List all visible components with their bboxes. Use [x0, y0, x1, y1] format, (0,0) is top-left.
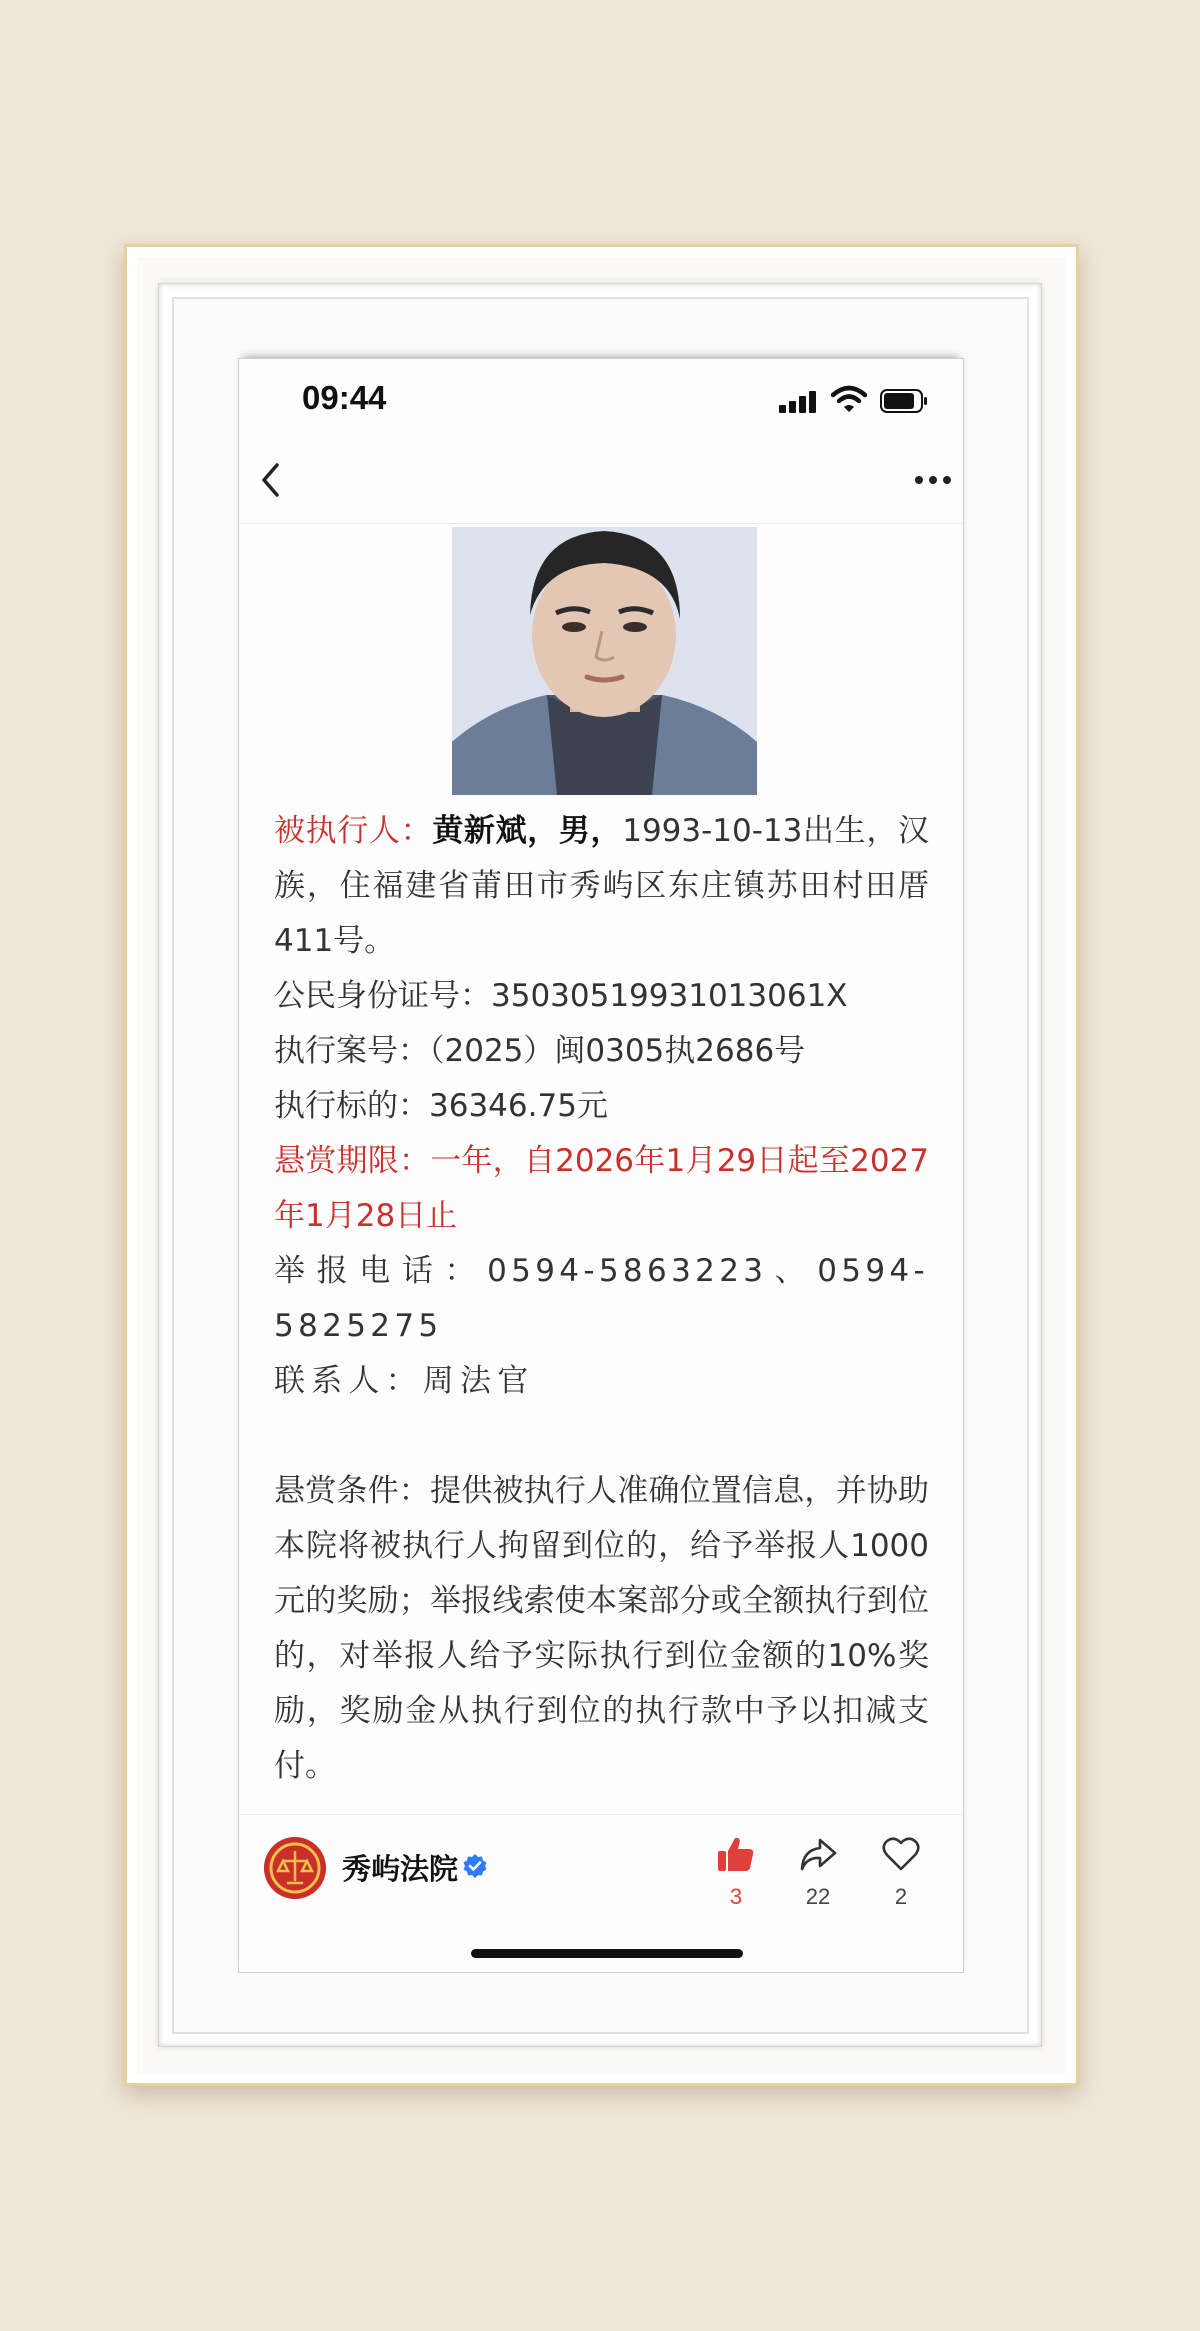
footer-divider	[239, 1814, 963, 1815]
reward-period-line: 悬赏期限：一年，自2026年1月29日起至2027年1月28日止	[274, 1143, 929, 1234]
contact-line: 联系人：周法官	[274, 1363, 535, 1399]
case-number-line: 执行案号：（2025）闽0305执2686号	[274, 1033, 806, 1069]
home-indicator[interactable]	[471, 1949, 743, 1958]
like-button[interactable]	[704, 1834, 768, 1910]
suspect-portrait-photo	[452, 527, 757, 795]
like-count: 3	[729, 1884, 743, 1909]
paragraph-gap	[274, 1409, 929, 1464]
heart-icon	[881, 1834, 921, 1874]
author-name[interactable]: 秀屿法院	[342, 1852, 459, 1886]
more-dots-icon[interactable]	[911, 465, 955, 495]
phone-screen	[239, 359, 963, 1972]
id-number-line: 公民身份证号：35030519931013061X	[274, 978, 848, 1014]
share-count: 22	[805, 1884, 831, 1909]
person-name: 黄新斌，男，	[432, 813, 623, 849]
reward-conditions-line: 悬赏条件：提供被执行人准确位置信息，并协助本院将被执行人拘留到位的，给予举报人1000元的奖励；举报线索使本案部分或全额执行到位的，对举报人给予实际执行到位金额的10%奖励，奖励金从执行到位的执行款中予以扣减支付。	[274, 1473, 929, 1784]
battery-icon	[880, 389, 928, 413]
status-time: 09:44	[302, 379, 387, 416]
share-button[interactable]	[786, 1834, 850, 1910]
verified-badge-icon	[462, 1853, 488, 1879]
wifi-icon	[831, 385, 867, 413]
favorite-count: 2	[894, 1884, 908, 1909]
chevron-left-icon[interactable]	[255, 457, 285, 503]
cellular-signal-icon	[779, 391, 817, 413]
share-arrow-icon	[798, 1834, 838, 1874]
amount-line: 执行标的：36346.75元	[274, 1088, 608, 1124]
nav-divider	[239, 523, 963, 524]
person-details: 1993-10-13出生，汉族，住福建省莆田市秀屿区东庄镇苏田村田厝411号。	[274, 813, 929, 959]
wanted-notice-article	[274, 804, 929, 1794]
report-phone-line: 举报电话：0594-5863223、0594-5825275	[274, 1253, 929, 1344]
person-paragraph	[274, 804, 929, 969]
thumbs-up-icon	[716, 1834, 756, 1874]
favorite-button[interactable]	[869, 1834, 933, 1910]
court-emblem-avatar[interactable]	[264, 1837, 326, 1899]
person-label: 被执行人：	[274, 813, 433, 849]
